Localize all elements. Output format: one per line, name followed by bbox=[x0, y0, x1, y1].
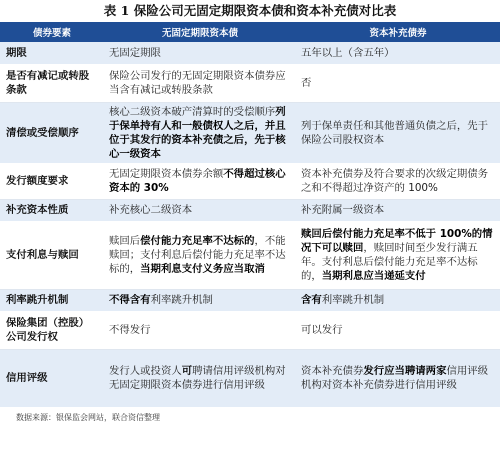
cell-text: 信用评级机构对资本补充债券进行信用评级 bbox=[301, 365, 489, 391]
table-row bbox=[0, 349, 500, 407]
emphasis-text: 列于保单持有人和一般债权人之后，并且位于其发行的资本补充债之后，先于核心一级资本 bbox=[109, 105, 286, 160]
perpetual-bond-cell bbox=[104, 289, 296, 311]
cell-text: 保险公司发行的无固定期限资本债券应当含有减记或转股条款 bbox=[109, 70, 286, 96]
table-row bbox=[0, 163, 500, 199]
cell-text: 利率跳升机制 bbox=[150, 294, 213, 306]
table-row bbox=[0, 64, 500, 102]
capital-supplement-bond-cell bbox=[296, 311, 500, 349]
cell-text: 发行人或投资人 bbox=[109, 365, 182, 377]
emphasis-text: 含有 bbox=[301, 294, 322, 306]
row-label: 是否有减记或转股条款 bbox=[0, 64, 104, 102]
row-label: 期限 bbox=[0, 42, 104, 64]
row-label: 发行额度要求 bbox=[0, 163, 104, 199]
row-label: 信用评级 bbox=[0, 349, 104, 407]
perpetual-bond-cell bbox=[104, 42, 296, 64]
perpetual-bond-cell bbox=[104, 64, 296, 102]
emphasis-text: 偿付能力充足率不达标的 bbox=[140, 235, 255, 247]
comparison-table bbox=[0, 22, 500, 408]
cell-text: 补充核心二级资本 bbox=[109, 204, 193, 216]
row-label: 补充资本性质 bbox=[0, 199, 104, 221]
capital-supplement-bond-cell bbox=[296, 199, 500, 221]
perpetual-bond-cell bbox=[104, 221, 296, 289]
capital-supplement-bond-cell bbox=[296, 221, 500, 289]
cell-text: 赎回后 bbox=[109, 235, 141, 247]
row-label: 支付利息与赎回 bbox=[0, 221, 104, 289]
emphasis-text: 当期利息支付义务应当取消 bbox=[140, 263, 265, 275]
source-note: 数据来源：银保监会网站，联合资信整理 bbox=[16, 412, 160, 422]
cell-text: ，赎回时间至少发行满五年。支付利息后偿付能力充足率不达标的， bbox=[301, 242, 478, 282]
capital-supplement-bond-cell bbox=[296, 64, 500, 102]
cell-text: 资本补充债券 bbox=[301, 365, 364, 377]
cell-text: 资本补充债券及符合要求的次级定期债务之和不得超过净资产的 100% bbox=[301, 168, 489, 194]
capital-supplement-bond-cell bbox=[296, 102, 500, 163]
cell-text: 聘请信用评级机构对无固定期限资本债券进行信用评级 bbox=[109, 365, 286, 391]
emphasis-text: 不得含有 bbox=[109, 294, 151, 306]
emphasis-text: 赎回后偿付能力充足率不低于 100%的情况下可以赎回 bbox=[301, 228, 493, 254]
cell-text: ，不能赎回；支付利息后偿付能力充足率不达标的， bbox=[109, 235, 286, 275]
table-title: 表 1 保险公司无固定期限资本债和资本补充债对比表 bbox=[103, 3, 397, 18]
table-row bbox=[0, 311, 500, 349]
perpetual-bond-cell bbox=[104, 163, 296, 199]
capital-supplement-bond-cell bbox=[296, 349, 500, 407]
capital-supplement-bond-cell bbox=[296, 289, 500, 311]
perpetual-bond-cell bbox=[104, 349, 296, 407]
cell-text: 不得发行 bbox=[109, 324, 151, 336]
emphasis-text: 发行应当聘请两家 bbox=[363, 365, 447, 377]
perpetual-bond-cell bbox=[104, 311, 296, 349]
cell-text: 补充附属一级资本 bbox=[301, 204, 385, 216]
emphasis-text: 不得超过核心资本的 30% bbox=[109, 168, 286, 194]
header-cell: 无固定期限资本债 bbox=[104, 22, 296, 42]
table-row bbox=[0, 221, 500, 289]
perpetual-bond-cell bbox=[104, 102, 296, 163]
header-cell: 债券要素 bbox=[0, 22, 104, 42]
cell-text: 五年以上（含五年） bbox=[301, 46, 395, 59]
table-row bbox=[0, 199, 500, 221]
perpetual-bond-cell bbox=[104, 199, 296, 221]
table-row bbox=[0, 102, 500, 163]
cell-text: 可以发行 bbox=[301, 324, 343, 336]
row-label: 清偿或受偿顺序 bbox=[0, 102, 104, 163]
row-label: 利率跳升机制 bbox=[0, 289, 104, 311]
emphasis-text: 当期利息应当递延支付 bbox=[321, 270, 426, 282]
emphasis-text: 可 bbox=[181, 365, 193, 377]
cell-text: 无固定期限资本债券余额 bbox=[109, 168, 224, 180]
cell-text: 利率跳升机制 bbox=[321, 294, 385, 306]
cell-text: 无固定期限 bbox=[109, 46, 161, 59]
table-row bbox=[0, 42, 500, 64]
cell-text: 核心二级资本破产清算时的受偿顺序 bbox=[109, 105, 276, 118]
cell-text: 列于保单责任和其他普通负债之后，先于保险公司股权资本 bbox=[301, 119, 489, 146]
capital-supplement-bond-cell bbox=[296, 42, 500, 64]
table-row bbox=[0, 289, 500, 311]
capital-supplement-bond-cell bbox=[296, 163, 500, 199]
row-label: 保险集团（控股）公司发行权 bbox=[0, 311, 104, 349]
header-cell: 资本补充债券 bbox=[296, 22, 500, 42]
header-row bbox=[0, 22, 500, 42]
cell-text: 否 bbox=[301, 77, 312, 89]
